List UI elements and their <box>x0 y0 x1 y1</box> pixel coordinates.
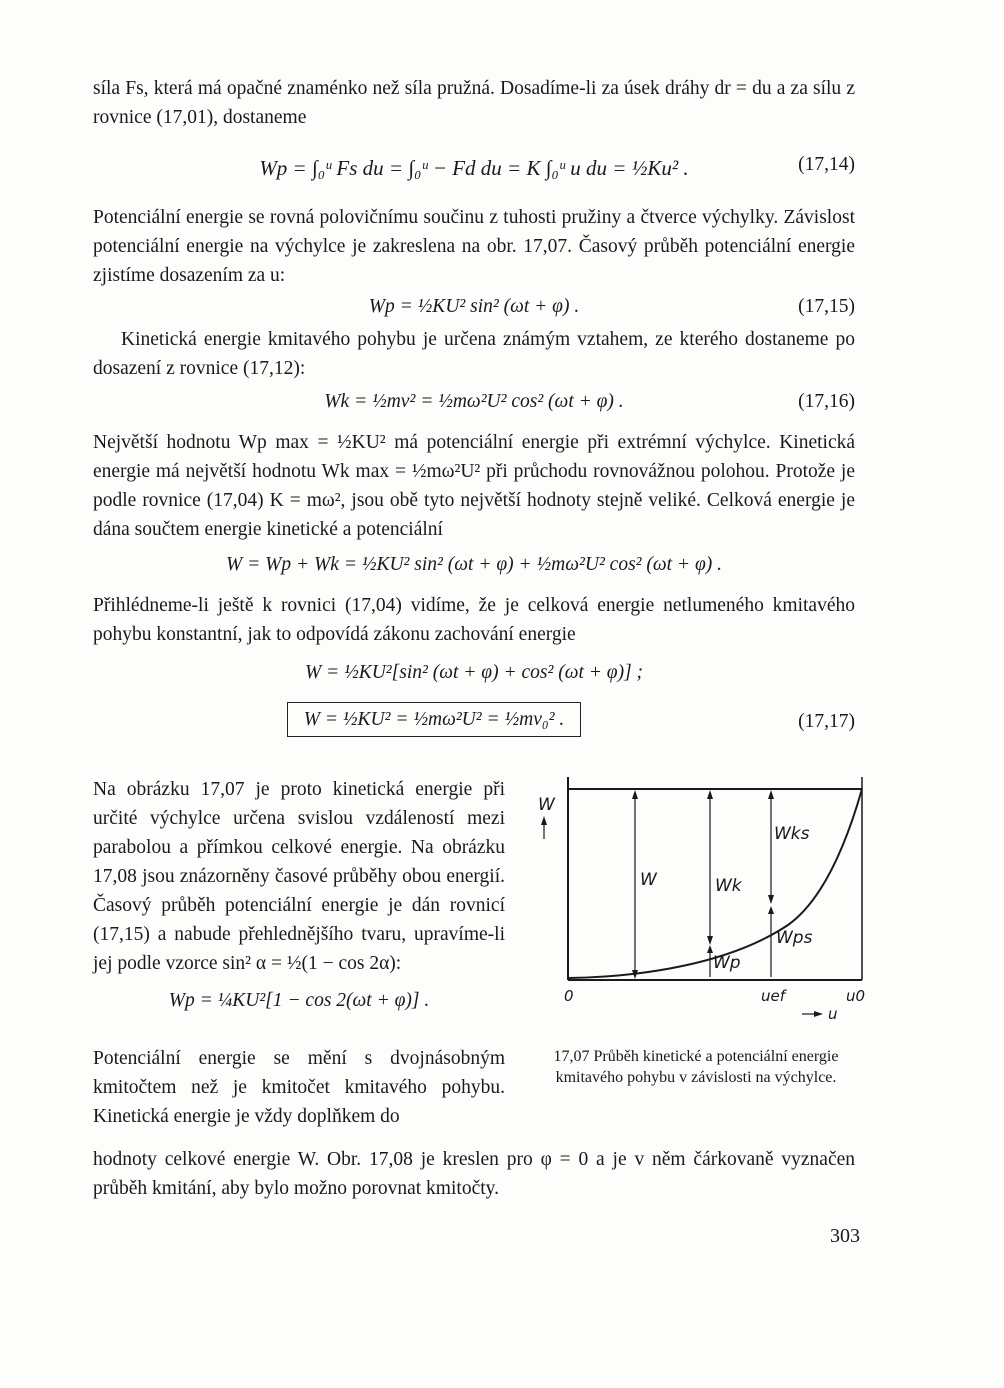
equation-potential-half: Wp = ¼KU²[1 − cos 2(ωt + φ)] . <box>168 990 430 1011</box>
equation-17-14 <box>93 144 855 192</box>
equation-number: (17,17) <box>798 711 855 732</box>
equation-expr: W = Wp + Wk = ½KU² sin² (ωt + φ) + ½mω²U² cos² (ωt + φ) . <box>225 554 722 575</box>
equation-17-16 <box>93 387 855 417</box>
wps-label: Wps <box>776 928 813 948</box>
paragraph-5: Přihlédneme-li ještě k rovnici (17,04) vidíme, že je celková energie netlumeného kmitavého pohybu konstantní, jak to odpovídá zákonu zachování energie <box>93 595 855 645</box>
origin-label: 0 <box>564 987 574 1005</box>
paragraph-6: Na obrázku 17,07 je proto kinetická energie při určité výchylce určena svislou vzdáleností mezi parabolou a přímkou celkové energie. Na obrázku 17,08 jsou znázorněny časové průběhy obou energií. Časový průběh potenciální energie je dán rovnicí (17,15) a nabude přehlednějšího tvaru, upravíme-li jej podle vzorce sin² α = ½(1 − cos 2α): <box>93 779 505 974</box>
wk-label: Wk <box>715 876 742 896</box>
page-number: 303 <box>830 1225 860 1247</box>
equation-total-energy <box>93 550 855 580</box>
equation-expr: Wp = ½KU² sin² (ωt + φ) . <box>368 296 580 317</box>
w-bar-label: W <box>640 870 657 890</box>
w-bar-arrow <box>632 790 638 979</box>
wp-label: Wp <box>713 953 741 973</box>
equation-17-17 <box>93 702 855 742</box>
paragraph-7: Potenciální energie se mění s dvojnásobným kmitočtem než je kmitočet kmitavého pohybu. Kinetická energie je vždy doplňkem do <box>93 1048 505 1127</box>
equation-number: (17,14) <box>798 154 855 175</box>
uef-label: uef <box>761 987 786 1005</box>
w-axis-label: W <box>538 795 555 815</box>
equation-energy-sum <box>93 658 855 688</box>
w-axis-arrow <box>541 816 547 839</box>
u-axis-arrow <box>802 1011 823 1017</box>
figure-caption: 17,07 Průběh kinetické a potenciální energie kmitavého pohybu v závislosti na výchylce. <box>553 1048 839 1086</box>
paragraph-1: síla Fs, která má opačné znaménko než síla pružná. Dosadíme-li za úsek dráhy dr = du a za sílu z rovnice (17,01), dostaneme <box>93 78 855 128</box>
wks-label: Wks <box>774 824 810 844</box>
wk-arrow <box>707 790 713 945</box>
energy-figure <box>528 765 868 1025</box>
paragraph-8: hodnoty celkové energie W. Obr. 17,08 je kreslen pro φ = 0 a je v něm čárkovaně vyznačen průběh kmitání, aby bylo možno porovnat kmitočty. <box>93 1149 855 1199</box>
paragraph-4: Největší hodnotu Wp max = ½KU² má potenciální energie při extrémní výchylce. Kinetická energie má největší hodnotu Wk max = ½mω²U² při průchodu rovnovážnou polohou. Protože je podle rovnice (17,04) K = mω², jsou obě tyto největší hodnoty stejně veliké. Celková energie je dána součtem energie kinetické a potenciální <box>93 432 855 540</box>
paragraph-3: Kinetická energie kmitavého pohybu je určena známým vztahem, ze kterého dostaneme po dosazení z rovnice (17,12): <box>93 329 855 379</box>
wps-arrow <box>768 906 774 977</box>
equation-number: (17,16) <box>798 391 855 412</box>
equation-expr: Wp = ∫₀ᵘ Fs du = ∫₀ᵘ − Fd du = K ∫₀ᵘ u du = ½Ku² . <box>259 156 689 180</box>
equation-number: (17,15) <box>798 296 855 317</box>
paragraph-2: Potenciální energie se rovná polovičnímu součinu z tuhosti pružiny a čtverce výchylky. Závislost potenciální energie na výchylce je zakreslena na obr. 17,07. Časový průběh potenciální energie zjistíme dosazením za u: <box>93 207 855 286</box>
equation-expr: W = ½KU²[sin² (ωt + φ) + cos² (ωt + φ)] ; <box>304 662 644 683</box>
equation-17-15 <box>93 292 855 322</box>
u0-label: u0 <box>846 987 866 1005</box>
wks-arrow <box>768 790 774 904</box>
u-axis-label: u <box>828 1005 838 1023</box>
boxed-equation: W = ½KU² = ½mω²U² = ½mv₀² . <box>287 702 582 737</box>
equation-expr: Wk = ½mv² = ½mω²U² cos² (ωt + φ) . <box>324 391 624 412</box>
